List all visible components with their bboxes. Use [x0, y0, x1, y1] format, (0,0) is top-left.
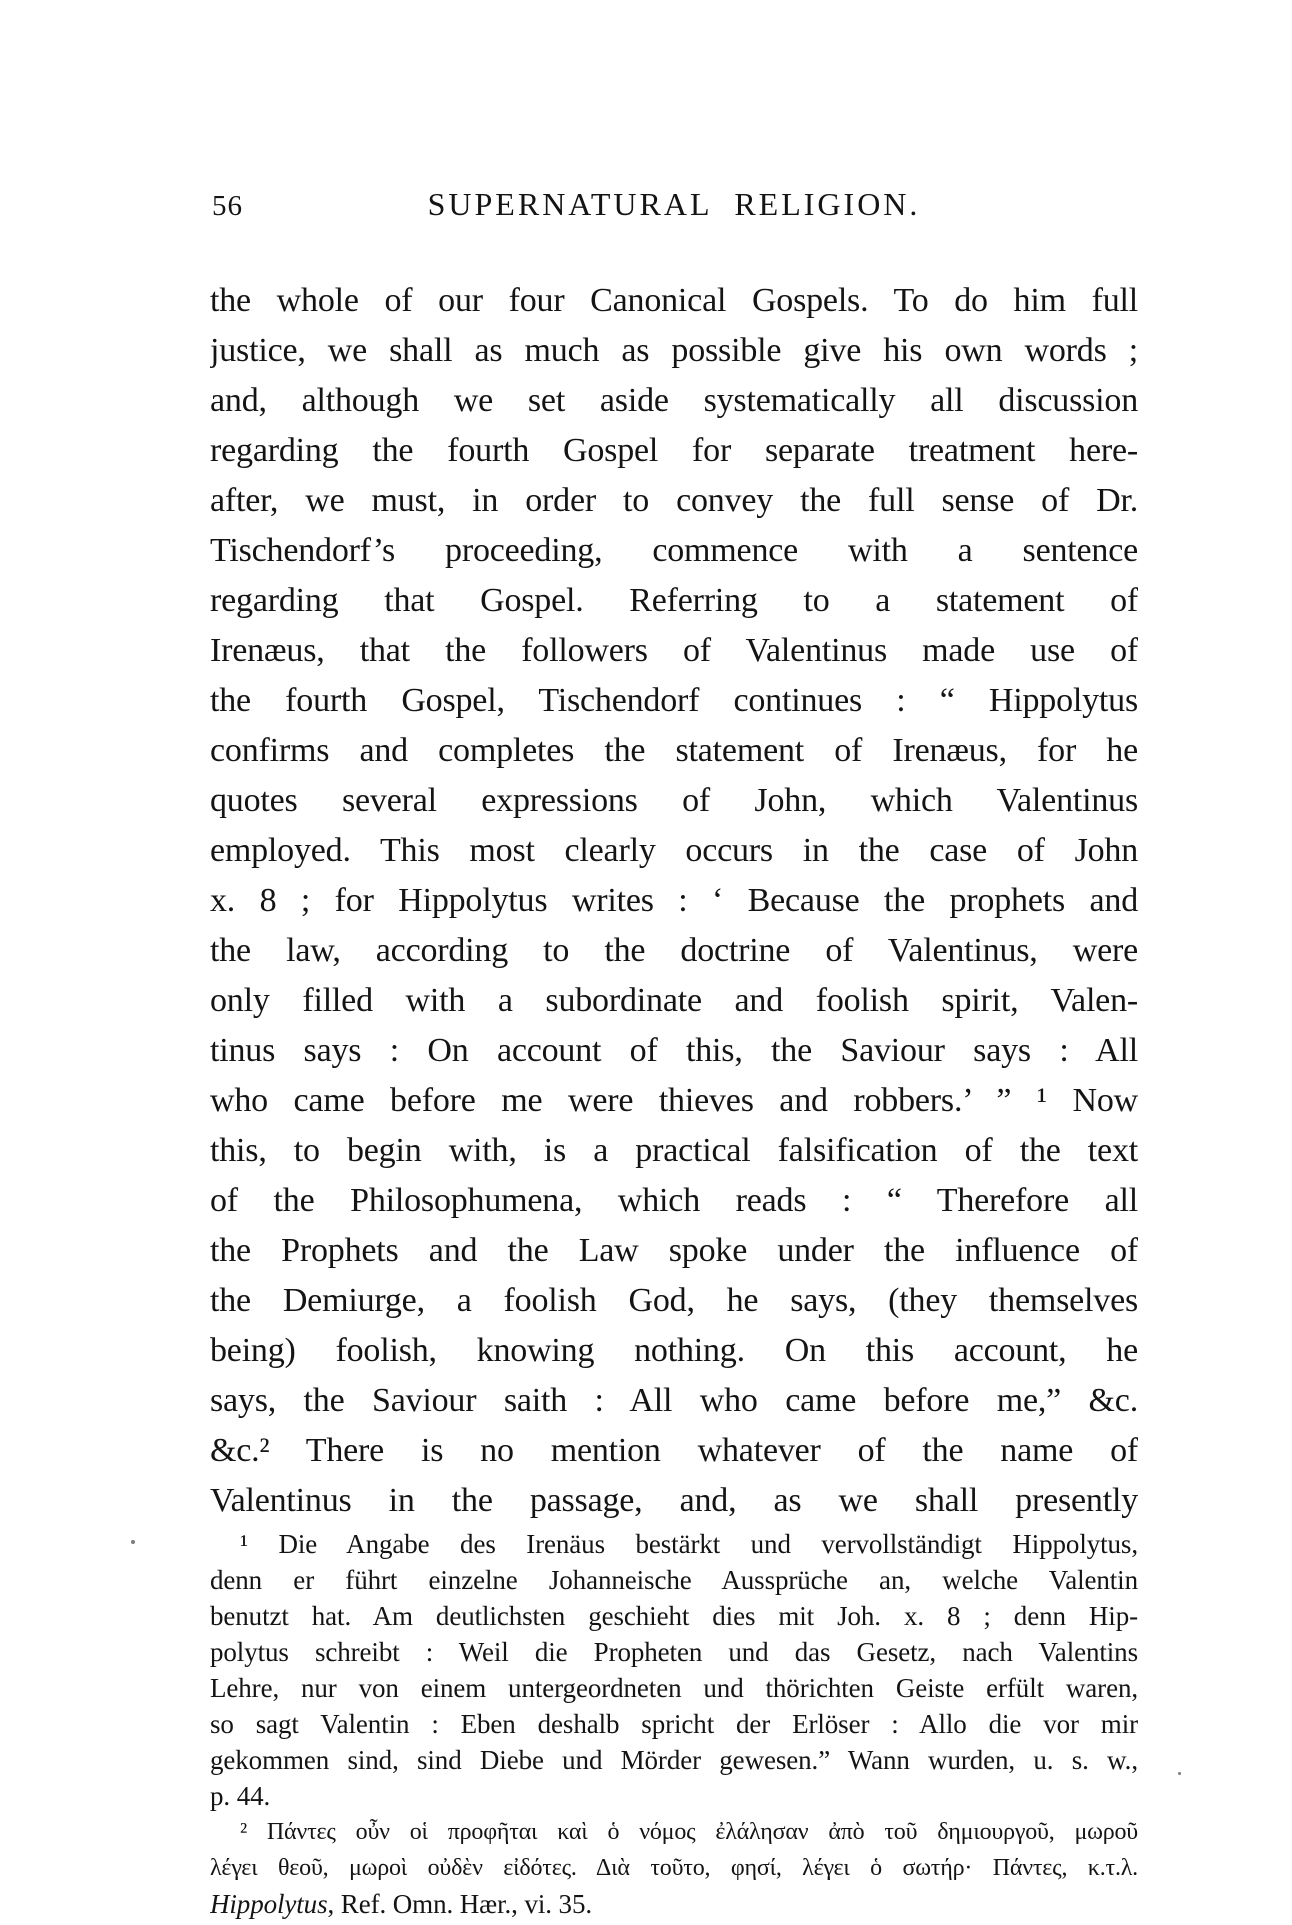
body-text-line: of the Philosophumena, which reads : “ Therefore all [210, 1182, 1138, 1219]
body-text-line: the law, according to the doctrine of Valentinus, were [210, 932, 1138, 969]
page-header [210, 184, 1138, 230]
body-text-line: the whole of our four Canonical Gospels. To do him full [210, 282, 1138, 319]
footnote-2 [210, 1814, 1138, 1922]
scan-speck [131, 1540, 135, 1544]
body-text-line: employed. This most clearly occurs in the case of John [210, 832, 1138, 869]
citation-work-title: Hippolytus [210, 1889, 328, 1919]
body-text-line: regarding the fourth Gospel for separate treatment here- [210, 432, 1138, 469]
body-text-line: confirms and completes the statement of Irenæus, for he [210, 732, 1138, 769]
body-text-line: who came before me were thieves and robbers.’ ” ¹ Now [210, 1082, 1138, 1119]
body-text-line: being) foolish, knowing nothing. On this account, he [210, 1332, 1138, 1369]
footnote-1-line: Lehre, nur von einem untergeordneten und thörichten Geiste erfült waren, [210, 1673, 1138, 1703]
page-number: 56 [212, 190, 243, 222]
body-text-line: the Demiurge, a foolish God, he says, (they themselves [210, 1282, 1138, 1319]
footnote-1-line: ¹ Die Angabe des Irenäus bestärkt und vervollständigt Hippolytus, [240, 1529, 1138, 1559]
footnote-1-line: benutzt hat. Am deutlichsten geschieht dies mit Joh. x. 8 ; denn Hip- [210, 1601, 1138, 1631]
body-text-line: quotes several expressions of John, which Valentinus [210, 782, 1138, 819]
body-text-line: tinus says : On account of this, the Saviour says : All [210, 1032, 1138, 1069]
body-text-line: the fourth Gospel, Tischendorf continues : “ Hippolytus [210, 682, 1138, 719]
body-text-line: Irenæus, that the followers of Valentinus made use of [210, 632, 1138, 669]
footnote-1-line: p. 44. [210, 1781, 271, 1811]
body-text-line: and, although we set aside systematically all discussion [210, 382, 1138, 419]
citation-reference: , Ref. Omn. Hær., vi. 35. [327, 1889, 592, 1919]
body-text-line: after, we must, in order to convey the full sense of Dr. [210, 482, 1138, 519]
body-text-line: only filled with a subordinate and foolish spirit, Valen- [210, 982, 1138, 1019]
body-text-line: Tischendorf’s proceeding, commence with a sentence [210, 532, 1138, 569]
footnote-1-line: polytus schreibt : Weil die Propheten und das Gesetz, nach Valentins [210, 1637, 1138, 1667]
footnote-1-line: denn er führt einzelne Johanneische Aussprüche an, welche Valentin [210, 1565, 1138, 1595]
running-title: SUPERNATURAL RELIGION. [427, 186, 921, 222]
footnote-2-citation [210, 1886, 1138, 1922]
body-text-line: says, the Saviour saith : All who came before me,” &c. [210, 1382, 1138, 1419]
footnote-1-line: so sagt Valentin : Eben deshalb spricht der Erlöser : Allo die vor mir [210, 1709, 1138, 1739]
body-text-line: &c.² There is no mention whatever of the name of [210, 1432, 1138, 1469]
footnote-2-greek-line: λέγει θεοῦ, μωροὶ οὐδὲν εἰδότες. Διὰ τοῦτο, φησί, λέγει ὁ σωτήρ· Πάντες, κ.τ.λ. [210, 1855, 1138, 1881]
body-text-line: this, to begin with, is a practical falsification of the text [210, 1132, 1138, 1169]
body-text [210, 276, 1138, 1526]
footnote-1-line: gekommen sind, sind Diebe und Mörder gewesen.” Wann wurden, u. s. w., [210, 1745, 1138, 1775]
footnote-1 [210, 1526, 1138, 1814]
body-text-line: the Prophets and the Law spoke under the influence of [210, 1232, 1138, 1269]
footnote-2-greek [210, 1814, 1138, 1886]
body-text-line: x. 8 ; for Hippolytus writes : ‘ Because the prophets and [210, 882, 1138, 919]
scan-speck [1178, 1772, 1181, 1775]
footnotes [210, 1526, 1138, 1922]
body-text-line: justice, we shall as much as possible give his own words ; [210, 332, 1138, 369]
body-text-line: Valentinus in the passage, and, as we shall presently [210, 1482, 1138, 1519]
body-text-line: regarding that Gospel. Referring to a statement of [210, 582, 1138, 619]
footnote-2-greek-line: ² Πάντες οὖν οἱ προφῆται καὶ ὁ νόμος ἐλάλησαν ἀπὸ τοῦ δημιουργοῦ, μωροῦ [240, 1819, 1138, 1845]
